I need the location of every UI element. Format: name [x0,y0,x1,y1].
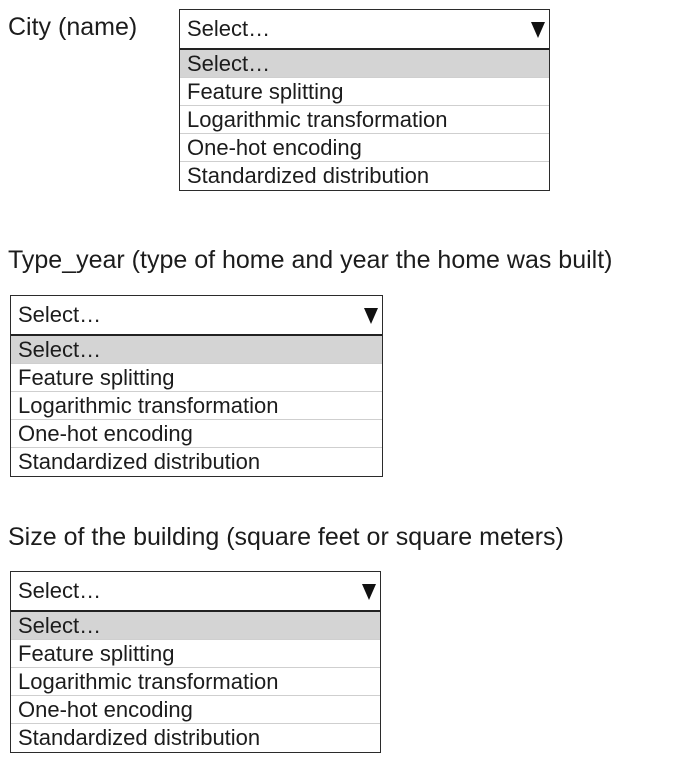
building-size-dropdown[interactable] [10,571,381,753]
type-year-select[interactable] [11,296,382,336]
option-feature-splitting[interactable]: Feature splitting [11,364,382,392]
chevron-down-icon[interactable] [364,308,378,324]
option-standardized-distribution[interactable]: Standardized distribution [18,725,261,750]
type-year-label: Type_year (type of home and year the home was built) [8,246,613,274]
chevron-down-icon[interactable] [531,22,545,38]
city-name-select[interactable] [180,10,549,50]
option-standardized-distribution[interactable]: Standardized distribution [187,163,430,188]
city-name-label: City (name) [8,13,138,41]
building-size-label: Size of the building (square feet or square meters) [8,523,564,551]
option-one-hot-encoding[interactable]: One-hot encoding [11,420,382,448]
option-logarithmic-transformation[interactable]: Logarithmic transformation [11,668,380,696]
selected-value: Select… [18,302,102,327]
option-feature-splitting[interactable]: Feature splitting [180,78,549,106]
option-one-hot-encoding[interactable]: One-hot encoding [11,696,380,724]
building-size-select[interactable] [11,572,380,612]
type-year-dropdown[interactable] [10,295,383,477]
option-logarithmic-transformation[interactable]: Logarithmic transformation [11,392,382,420]
option-select[interactable]: Select… [11,336,382,364]
selected-value: Select… [187,16,271,41]
option-select[interactable]: Select… [11,612,380,640]
chevron-down-icon[interactable] [362,584,376,600]
option-select[interactable]: Select… [180,50,549,78]
city-name-dropdown[interactable] [179,9,550,191]
option-feature-splitting[interactable]: Feature splitting [11,640,380,668]
selected-value: Select… [18,578,102,603]
option-logarithmic-transformation[interactable]: Logarithmic transformation [180,106,549,134]
option-one-hot-encoding[interactable]: One-hot encoding [180,134,549,162]
option-standardized-distribution[interactable]: Standardized distribution [18,449,261,474]
